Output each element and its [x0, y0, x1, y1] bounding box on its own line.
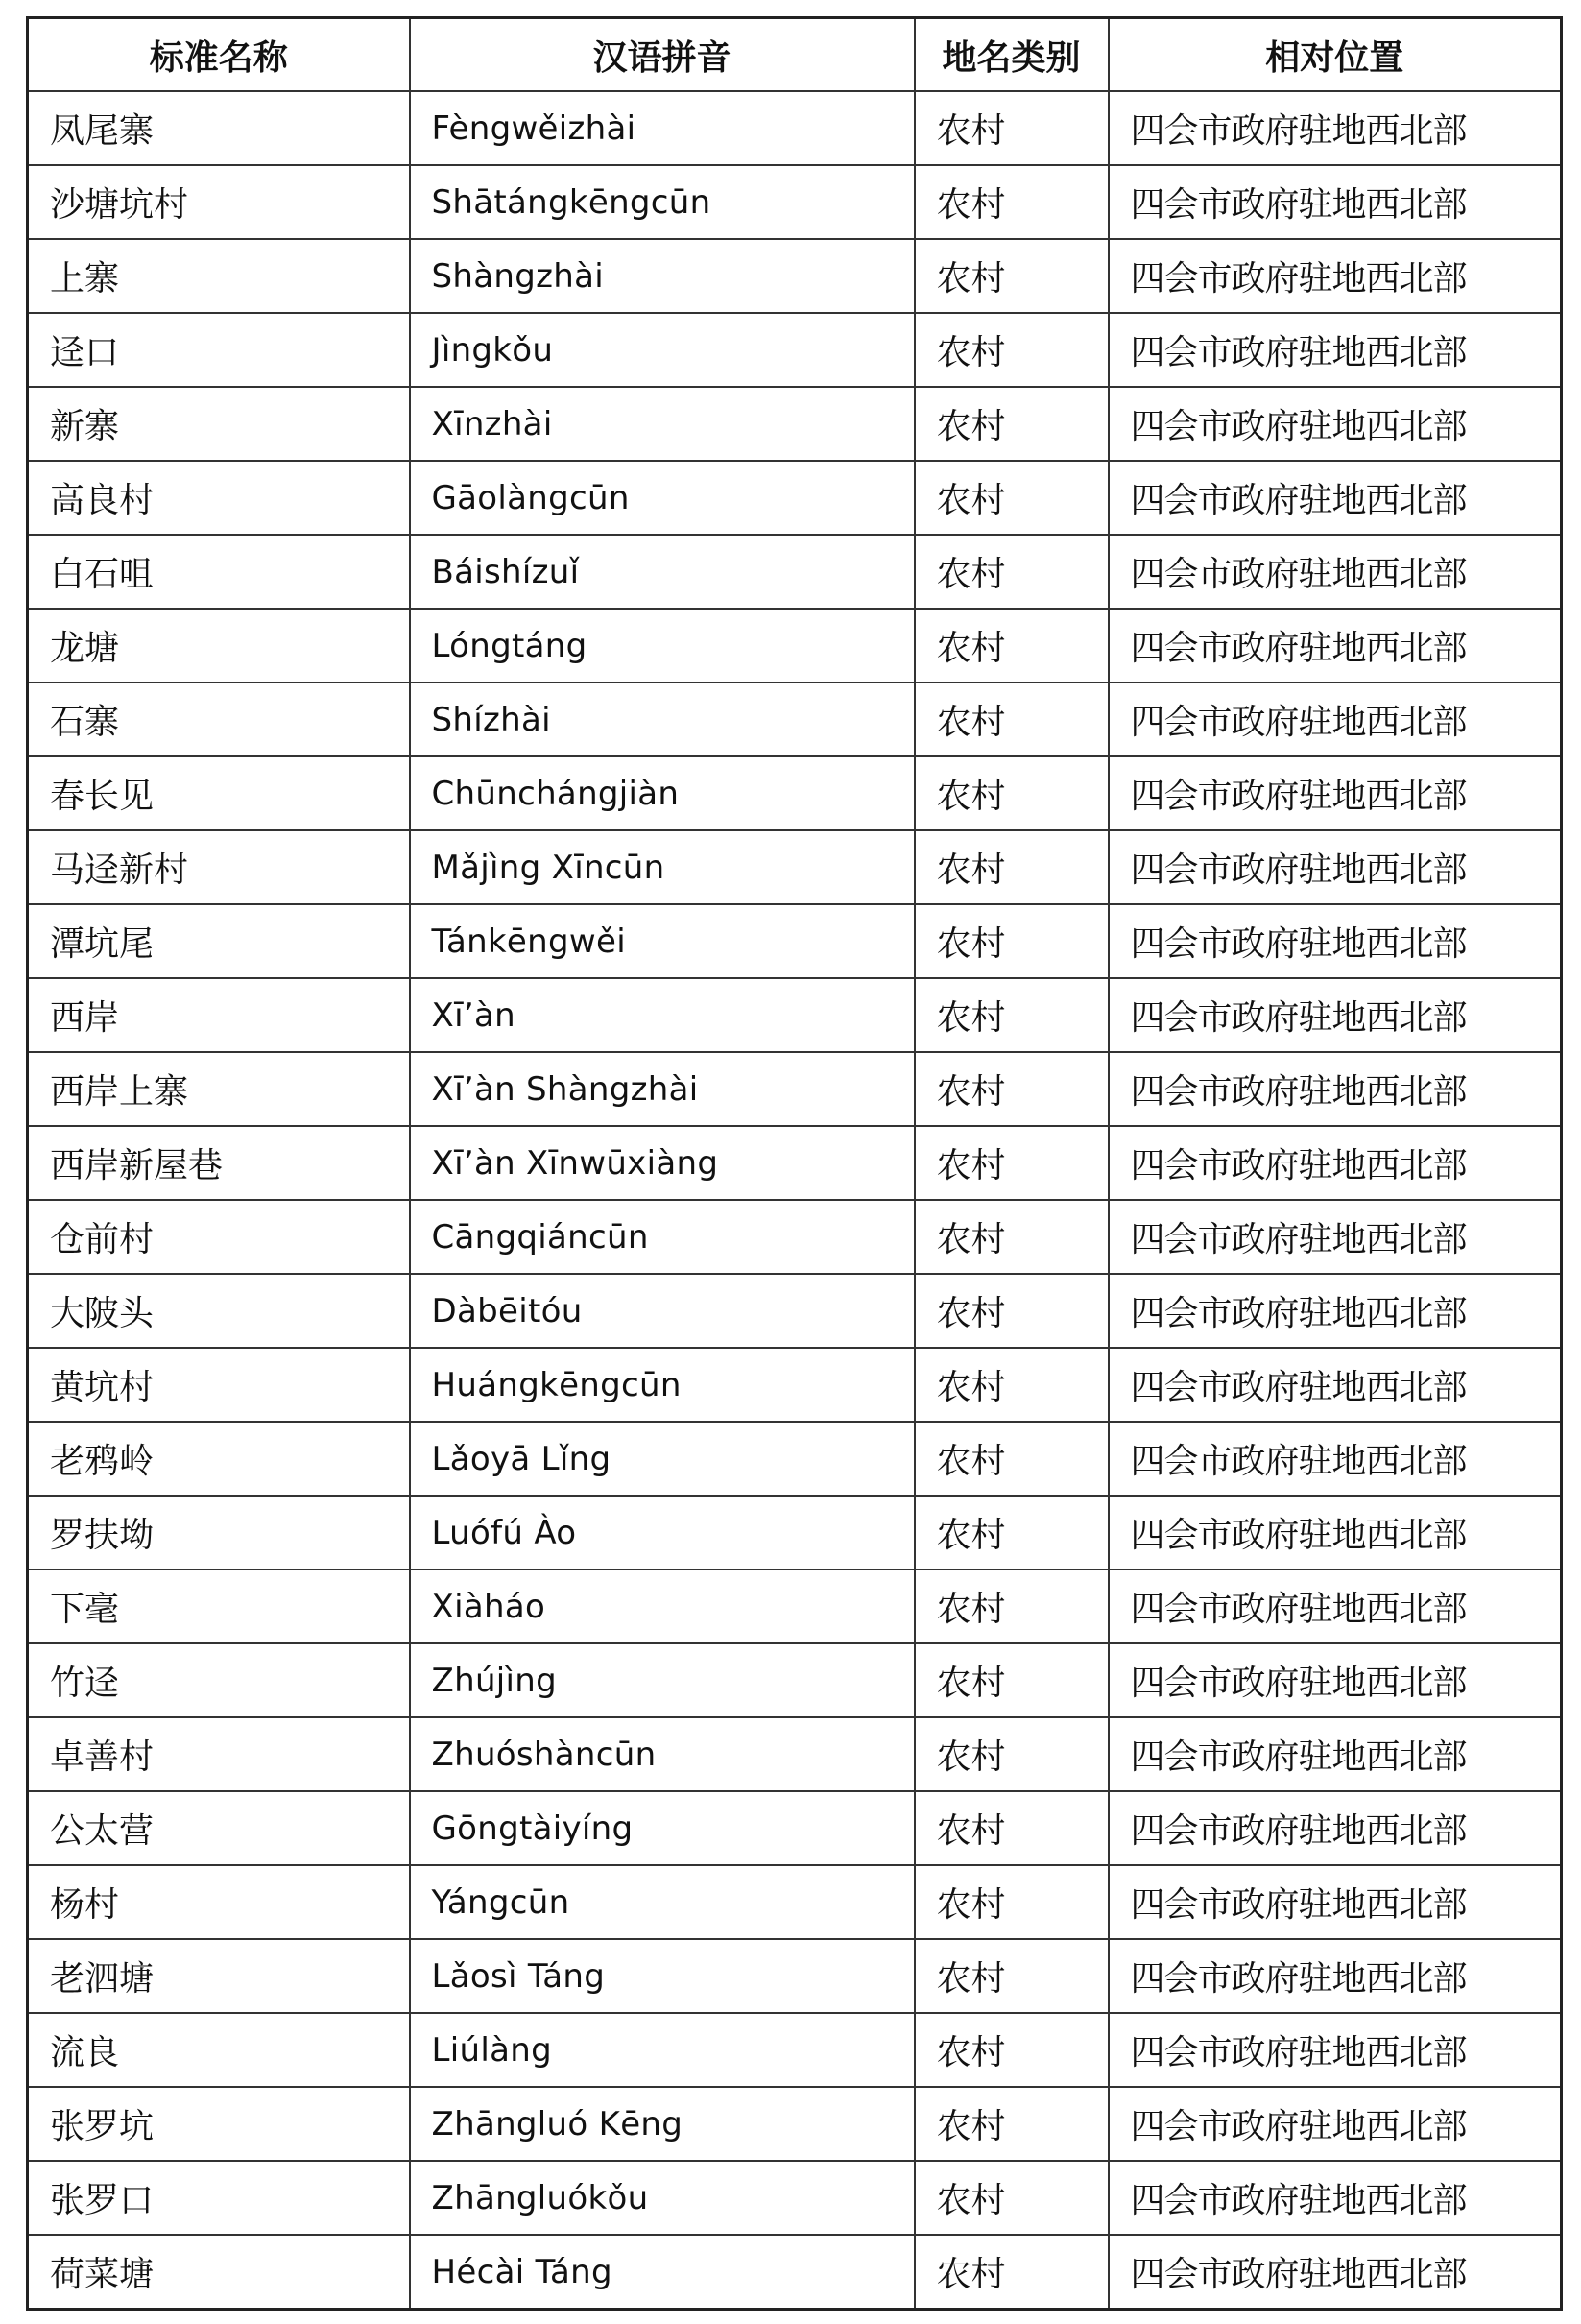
table-row — [28, 683, 1562, 756]
table-row — [28, 830, 1562, 904]
table-row — [28, 1200, 1562, 1274]
cell-standard-name: 春长见 — [28, 756, 410, 830]
cell-standard-name: 马迳新村 — [28, 830, 410, 904]
cell-pinyin: Zhāngluókǒu — [410, 2161, 915, 2235]
cell-standard-name: 新寨 — [28, 387, 410, 461]
cell-place-category: 农村 — [915, 1791, 1109, 1865]
cell-standard-name: 仓前村 — [28, 1200, 410, 1274]
cell-place-category: 农村 — [915, 1052, 1109, 1126]
cell-place-category: 农村 — [915, 535, 1109, 609]
cell-pinyin: Xī’àn Xīnwūxiàng — [410, 1126, 915, 1200]
cell-relative-location: 四会市政府驻地西北部 — [1109, 2235, 1562, 2310]
cell-place-category: 农村 — [915, 1569, 1109, 1643]
cell-place-category: 农村 — [915, 91, 1109, 165]
cell-pinyin: Gāolàngcūn — [410, 461, 915, 535]
cell-standard-name: 上寨 — [28, 239, 410, 313]
cell-pinyin: Zhuóshàncūn — [410, 1717, 915, 1791]
cell-relative-location: 四会市政府驻地西北部 — [1109, 461, 1562, 535]
cell-place-category: 农村 — [915, 830, 1109, 904]
cell-place-category: 农村 — [915, 1126, 1109, 1200]
cell-standard-name: 龙塘 — [28, 609, 410, 683]
cell-standard-name: 张罗口 — [28, 2161, 410, 2235]
cell-relative-location: 四会市政府驻地西北部 — [1109, 756, 1562, 830]
cell-standard-name: 老泗塘 — [28, 1939, 410, 2013]
cell-place-category: 农村 — [915, 1939, 1109, 2013]
cell-relative-location: 四会市政府驻地西北部 — [1109, 1052, 1562, 1126]
cell-pinyin: Dàbēitóu — [410, 1274, 915, 1348]
cell-place-category: 农村 — [915, 1274, 1109, 1348]
cell-pinyin: Zhújìng — [410, 1643, 915, 1717]
cell-pinyin: Tánkēngwěi — [410, 904, 915, 978]
cell-relative-location: 四会市政府驻地西北部 — [1109, 2013, 1562, 2087]
cell-pinyin: Huángkēngcūn — [410, 1348, 915, 1422]
table-row — [28, 1496, 1562, 1569]
cell-standard-name: 公太营 — [28, 1791, 410, 1865]
cell-place-category: 农村 — [915, 165, 1109, 239]
cell-standard-name: 黄坑村 — [28, 1348, 410, 1422]
cell-standard-name: 老鸦岭 — [28, 1422, 410, 1496]
cell-standard-name: 荷菜塘 — [28, 2235, 410, 2310]
cell-pinyin: Shàngzhài — [410, 239, 915, 313]
cell-standard-name: 张罗坑 — [28, 2087, 410, 2161]
cell-relative-location: 四会市政府驻地西北部 — [1109, 1274, 1562, 1348]
cell-standard-name: 凤尾寨 — [28, 91, 410, 165]
cell-pinyin: Xī’àn Shàngzhài — [410, 1052, 915, 1126]
cell-pinyin: Mǎjìng Xīncūn — [410, 830, 915, 904]
cell-relative-location: 四会市政府驻地西北部 — [1109, 830, 1562, 904]
cell-relative-location: 四会市政府驻地西北部 — [1109, 1791, 1562, 1865]
cell-pinyin: Báishízuǐ — [410, 535, 915, 609]
cell-relative-location: 四会市政府驻地西北部 — [1109, 978, 1562, 1052]
table-row — [28, 756, 1562, 830]
cell-standard-name: 迳口 — [28, 313, 410, 387]
cell-relative-location: 四会市政府驻地西北部 — [1109, 1717, 1562, 1791]
cell-standard-name: 西岸 — [28, 978, 410, 1052]
table-row — [28, 313, 1562, 387]
cell-pinyin: Luófú Ào — [410, 1496, 915, 1569]
table-row — [28, 2013, 1562, 2087]
cell-standard-name: 潭坑尾 — [28, 904, 410, 978]
table-row — [28, 1126, 1562, 1200]
table-row — [28, 1348, 1562, 1422]
cell-pinyin: Lǎosì Táng — [410, 1939, 915, 2013]
table-body — [28, 91, 1562, 2310]
cell-relative-location: 四会市政府驻地西北部 — [1109, 239, 1562, 313]
cell-pinyin: Hécài Táng — [410, 2235, 915, 2310]
cell-place-category: 农村 — [915, 2161, 1109, 2235]
cell-place-category: 农村 — [915, 387, 1109, 461]
cell-standard-name: 西岸上寨 — [28, 1052, 410, 1126]
cell-pinyin: Zhāngluó Kēng — [410, 2087, 915, 2161]
table-row — [28, 2235, 1562, 2310]
cell-pinyin: Cāngqiáncūn — [410, 1200, 915, 1274]
cell-relative-location: 四会市政府驻地西北部 — [1109, 1496, 1562, 1569]
cell-relative-location: 四会市政府驻地西北部 — [1109, 2087, 1562, 2161]
cell-place-category: 农村 — [915, 1643, 1109, 1717]
cell-pinyin: Lóngtáng — [410, 609, 915, 683]
cell-standard-name: 西岸新屋巷 — [28, 1126, 410, 1200]
table-row — [28, 1274, 1562, 1348]
cell-place-category: 农村 — [915, 1348, 1109, 1422]
cell-place-category: 农村 — [915, 461, 1109, 535]
cell-place-category: 农村 — [915, 2087, 1109, 2161]
cell-standard-name: 罗扶坳 — [28, 1496, 410, 1569]
table-row — [28, 1052, 1562, 1126]
table-row — [28, 1865, 1562, 1939]
table-row — [28, 978, 1562, 1052]
table-header — [28, 18, 1562, 92]
cell-place-category: 农村 — [915, 1865, 1109, 1939]
header-place-category: 地名类别 — [915, 18, 1109, 92]
table-row — [28, 1717, 1562, 1791]
table-row — [28, 2161, 1562, 2235]
cell-place-category: 农村 — [915, 978, 1109, 1052]
table-row — [28, 535, 1562, 609]
cell-pinyin: Yángcūn — [410, 1865, 915, 1939]
cell-standard-name: 杨村 — [28, 1865, 410, 1939]
table-row — [28, 1643, 1562, 1717]
cell-standard-name: 石寨 — [28, 683, 410, 756]
table-row — [28, 1939, 1562, 2013]
header-standard-name: 标准名称 — [28, 18, 410, 92]
cell-pinyin: Jìngkǒu — [410, 313, 915, 387]
cell-place-category: 农村 — [915, 904, 1109, 978]
cell-pinyin: Xī’àn — [410, 978, 915, 1052]
cell-relative-location: 四会市政府驻地西北部 — [1109, 313, 1562, 387]
cell-standard-name: 流良 — [28, 2013, 410, 2087]
cell-pinyin: Liúlàng — [410, 2013, 915, 2087]
cell-relative-location: 四会市政府驻地西北部 — [1109, 683, 1562, 756]
cell-relative-location: 四会市政府驻地西北部 — [1109, 387, 1562, 461]
cell-standard-name: 高良村 — [28, 461, 410, 535]
table-row — [28, 165, 1562, 239]
cell-relative-location: 四会市政府驻地西北部 — [1109, 1422, 1562, 1496]
cell-relative-location: 四会市政府驻地西北部 — [1109, 165, 1562, 239]
cell-relative-location: 四会市政府驻地西北部 — [1109, 1939, 1562, 2013]
table-row — [28, 1569, 1562, 1643]
cell-place-category: 农村 — [915, 756, 1109, 830]
cell-pinyin: Xiàháo — [410, 1569, 915, 1643]
cell-place-category: 农村 — [915, 609, 1109, 683]
header-pinyin: 汉语拼音 — [410, 18, 915, 92]
cell-standard-name: 卓善村 — [28, 1717, 410, 1791]
cell-pinyin: Lǎoyā Lǐng — [410, 1422, 915, 1496]
cell-relative-location: 四会市政府驻地西北部 — [1109, 91, 1562, 165]
cell-relative-location: 四会市政府驻地西北部 — [1109, 1569, 1562, 1643]
cell-place-category: 农村 — [915, 239, 1109, 313]
cell-place-category: 农村 — [915, 2013, 1109, 2087]
cell-relative-location: 四会市政府驻地西北部 — [1109, 2161, 1562, 2235]
cell-relative-location: 四会市政府驻地西北部 — [1109, 904, 1562, 978]
table-row — [28, 1791, 1562, 1865]
cell-pinyin: Chūnchángjiàn — [410, 756, 915, 830]
table-row — [28, 91, 1562, 165]
cell-relative-location: 四会市政府驻地西北部 — [1109, 609, 1562, 683]
table-row — [28, 904, 1562, 978]
header-relative-location: 相对位置 — [1109, 18, 1562, 92]
cell-place-category: 农村 — [915, 1496, 1109, 1569]
cell-relative-location: 四会市政府驻地西北部 — [1109, 1348, 1562, 1422]
cell-standard-name: 白石咀 — [28, 535, 410, 609]
cell-standard-name: 下毫 — [28, 1569, 410, 1643]
cell-relative-location: 四会市政府驻地西北部 — [1109, 1200, 1562, 1274]
table-row — [28, 239, 1562, 313]
cell-pinyin: Fèngwěizhài — [410, 91, 915, 165]
cell-pinyin: Xīnzhài — [410, 387, 915, 461]
place-name-table — [26, 16, 1563, 2311]
cell-place-category: 农村 — [915, 313, 1109, 387]
cell-relative-location: 四会市政府驻地西北部 — [1109, 535, 1562, 609]
cell-standard-name: 竹迳 — [28, 1643, 410, 1717]
cell-place-category: 农村 — [915, 1717, 1109, 1791]
table-row — [28, 609, 1562, 683]
cell-pinyin: Shātángkēngcūn — [410, 165, 915, 239]
cell-relative-location: 四会市政府驻地西北部 — [1109, 1126, 1562, 1200]
table-row — [28, 461, 1562, 535]
cell-place-category: 农村 — [915, 2235, 1109, 2310]
table-row — [28, 2087, 1562, 2161]
cell-place-category: 农村 — [915, 683, 1109, 756]
cell-relative-location: 四会市政府驻地西北部 — [1109, 1865, 1562, 1939]
cell-pinyin: Gōngtàiyíng — [410, 1791, 915, 1865]
cell-standard-name: 沙塘坑村 — [28, 165, 410, 239]
table-row — [28, 387, 1562, 461]
cell-relative-location: 四会市政府驻地西北部 — [1109, 1643, 1562, 1717]
header-row — [28, 18, 1562, 92]
cell-place-category: 农村 — [915, 1200, 1109, 1274]
cell-place-category: 农村 — [915, 1422, 1109, 1496]
table-row — [28, 1422, 1562, 1496]
cell-pinyin: Shízhài — [410, 683, 915, 756]
cell-standard-name: 大陂头 — [28, 1274, 410, 1348]
